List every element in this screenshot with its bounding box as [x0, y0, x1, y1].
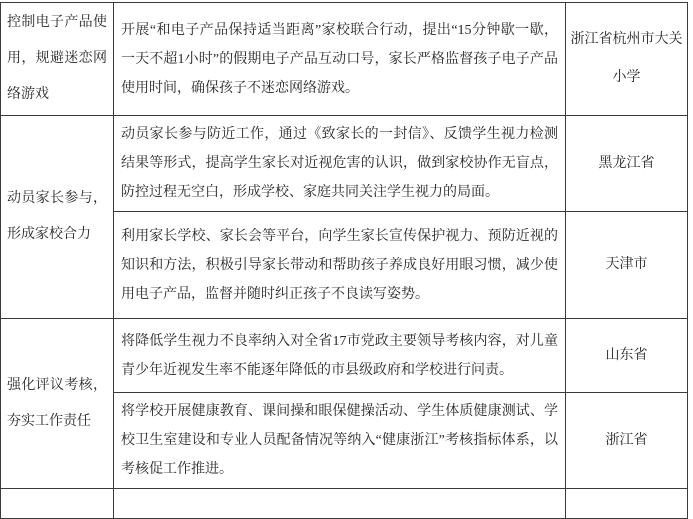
category-cell: [1, 489, 114, 519]
region-cell: 黑龙江省: [566, 116, 688, 212]
measure-cell: 开展“和电子产品保持适当距离”家校联合行动，提出“15分钟歇一歇，一天不超1小时”的假期电子产品互动口号，家长严格监督孩子电子产品使用时间，确保孩子不迷恋网络游戏。: [114, 3, 566, 116]
table-row: [1, 319, 688, 393]
region-cell: 天津市: [566, 212, 688, 319]
region-cell: 山东省: [566, 319, 688, 393]
region-cell: [566, 489, 688, 519]
policy-measures-table: [0, 2, 688, 519]
measure-cell: [114, 489, 566, 519]
table-row-partial: [1, 489, 688, 519]
region-cell: 浙江省: [566, 393, 688, 489]
measure-cell: 将学校开展健康教育、课间操和眼保健操活动、学生体质健康测试、学校卫生室建设和专业人员配备情况等纳入“健康浙江”考核指标体系，以考核促工作推进。: [114, 393, 566, 489]
measure-cell: 利用家长学校、家长会等平台，向学生家长宣传保护视力、预防近视的知识和方法，积极引导家长带动和帮助孩子养成良好用眼习惯，减少使用电子产品，监督并随时纠正孩子不良读写姿势。: [114, 212, 566, 319]
category-cell: 控制电子产品使用，规避迷恋网络游戏: [1, 3, 114, 116]
category-cell: 动员家长参与，形成家校合力: [1, 116, 114, 319]
category-cell: 强化评议考核，夯实工作责任: [1, 319, 114, 489]
region-cell: 浙江省杭州市大关小学: [566, 3, 688, 116]
measure-cell: 将降低学生视力不良率纳入对全省17市党政主要领导考核内容，对儿童青少年近视发生率不能逐年降低的市县级政府和学校进行问责。: [114, 319, 566, 393]
table-row: [1, 116, 688, 212]
measure-cell: 动员家长参与防近工作，通过《致家长的一封信》、反馈学生视力检测结果等形式，提高学生家长对近视危害的认识，做到家校协作无盲点，防控过程无空白，形成学校、家庭共同关注学生视力的局面。: [114, 116, 566, 212]
table-row: [1, 3, 688, 116]
